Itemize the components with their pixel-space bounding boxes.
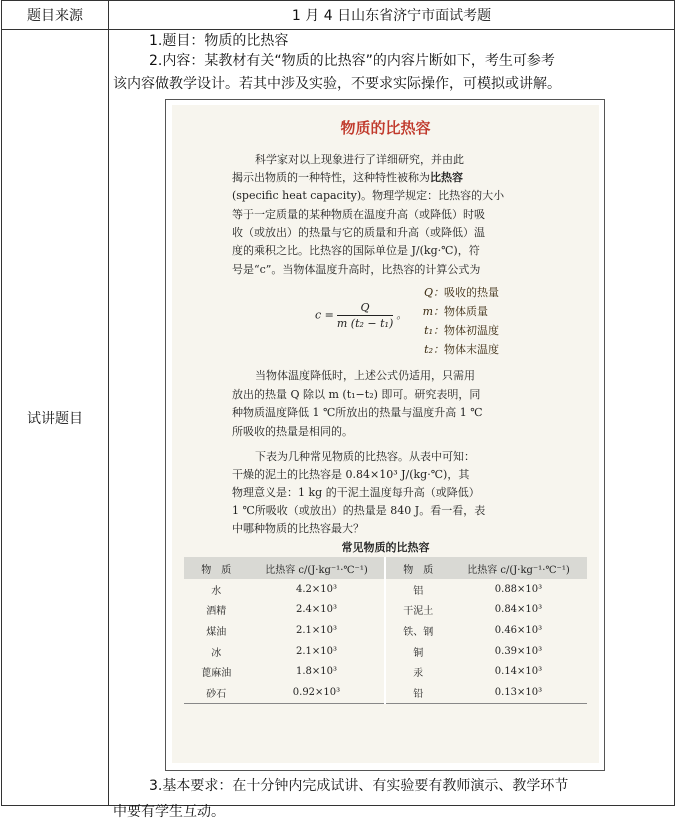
intro-line-3: 该内容做教学设计。若其中涉及实验，不要求实际操作，可模拟或讲解。	[113, 76, 561, 92]
table-cell: 0.14×10³	[494, 666, 543, 678]
p1-line-5: 收（或放出）的热量与它的质量和升高（或降低）温	[232, 226, 485, 239]
table-row	[184, 600, 587, 621]
p1-line-1: 科学家对以上现象进行了详细研究，并由此	[255, 153, 464, 166]
table-cell: 铜	[385, 641, 449, 662]
p1-line-7: 号是“c”。当物体温度升高时，比热容的计算公式为	[232, 263, 481, 276]
requirements-line-1: 3.基本要求：在十分钟内完成试讲、有实验要有教师演示、教学环节	[149, 778, 569, 794]
table-cell: 0.46×10³	[494, 624, 543, 636]
table-cell: 2.4×10³	[295, 604, 337, 616]
requirements-line-2: 中要有学生互动。	[113, 804, 225, 820]
p2-line-4: 所吸收的热量是相同的。	[232, 425, 353, 438]
table-cell: 2.1×10³	[295, 645, 337, 657]
content-row	[2, 30, 675, 806]
p2-line-2: 放出的热量 Q 除以 m (t₁−t₂) 即可。研究表明，同	[232, 388, 481, 401]
table-row	[184, 579, 587, 600]
table-cell: 冰	[211, 647, 222, 659]
table-cell: 水	[211, 585, 222, 597]
table-cell: 砂石	[184, 682, 248, 703]
specific-heat-table	[184, 557, 587, 704]
table-cell: 0.92×10³	[248, 682, 385, 703]
table-row	[184, 682, 587, 703]
topic-label: 试讲题目	[2, 30, 109, 806]
book-title: 物质的比热容	[340, 119, 431, 137]
formula-legend	[420, 283, 499, 359]
legend-item: t₂：物体末温度	[424, 343, 499, 356]
table-header: 物 质	[385, 557, 449, 579]
table-cell: 4.2×10³	[295, 583, 337, 595]
p2-line-3: 种物质温度降低 1 ℃所放出的热量与温度升高 1 ℃	[232, 406, 483, 419]
table-header: 比热容 c/(J·kg⁻¹·℃⁻¹)	[248, 557, 385, 579]
table-cell: 0.88×10³	[494, 583, 543, 595]
source-label: 题目来源	[2, 1, 109, 30]
p3-line-4: 1 ℃所吸收（或放出）的热量是 840 J。看一看，表	[232, 504, 486, 517]
table-header: 比热容 c/(J·kg⁻¹·℃⁻¹)	[450, 557, 587, 579]
table-cell: 0.84×10³	[494, 604, 543, 616]
table-cell: 铅	[385, 682, 449, 703]
exam-table	[1, 0, 675, 820]
table-cell: 汞	[385, 661, 449, 682]
legend-item: Q：吸收的热量	[423, 286, 499, 299]
topic-content	[109, 30, 675, 820]
table-row	[184, 661, 587, 682]
table-row	[184, 641, 587, 662]
table-cell: 酒精	[206, 606, 227, 618]
table-cell: 0.13×10³	[450, 682, 587, 703]
heat-capacity-formula: c = $\frac{Q}{\text{m (t₂ − t₁)}}$ 。	[315, 301, 408, 330]
header-row	[2, 1, 675, 30]
table-cell: 铁、钢	[385, 620, 449, 641]
table-row	[184, 620, 587, 641]
table-cell: 0.39×10³	[494, 645, 543, 657]
table-header-row	[184, 557, 587, 579]
legend-item: t₁：物体初温度	[424, 324, 499, 337]
p3-line-2: 干燥的泥土的比热容是 0.84×10³ J/(kg·℃)，其	[232, 468, 470, 481]
p2-line-1: 当物体温度降低时，上述公式仍适用，只需用	[255, 369, 475, 382]
intro-line-1: 1.题目：物质的比热容	[149, 33, 289, 49]
table-cell: 1.8×10³	[295, 666, 337, 678]
source-value: 1 月 4 日山东省济宁市面试考题	[109, 1, 675, 30]
table-cell: 2.1×10³	[295, 624, 337, 636]
p3-line-1: 下表为几种常见物质的比热容。从表中可知：	[255, 450, 475, 463]
p3-line-3: 物理意义是：1 kg 的干泥土温度每升高（或降低）	[232, 486, 480, 499]
table-cell: 铝	[385, 579, 449, 600]
intro-line-2: 2.内容：某教材有关“物质的比热容”的内容片断如下，考生可参考	[149, 53, 555, 69]
table-cell: 蓖麻油	[201, 668, 232, 680]
p3-line-5: 中哪种物质的比热容最大？	[232, 522, 364, 535]
p1-line-2: 揭示出物质的一种特性，这种特性被称为比热容	[232, 171, 463, 184]
p1-line-3: (specific heat capacity)。物理学规定：比热容的大小	[232, 189, 505, 202]
table-title: 常见物质的比热容	[341, 541, 430, 554]
legend-item: m：物体质量	[422, 305, 488, 318]
table-header: 物 质	[184, 557, 248, 579]
table-cell: 干泥土	[385, 600, 449, 621]
p1-line-6: 度的乘积之比。比热容的国际单位是 J/(kg·℃)，符	[232, 244, 480, 257]
textbook-page	[172, 105, 599, 763]
textbook-excerpt-frame	[165, 99, 605, 771]
p1-line-4: 等于一定质量的某种物质在温度升高（或降低）时吸	[232, 208, 485, 221]
table-cell: 煤油	[206, 626, 227, 638]
